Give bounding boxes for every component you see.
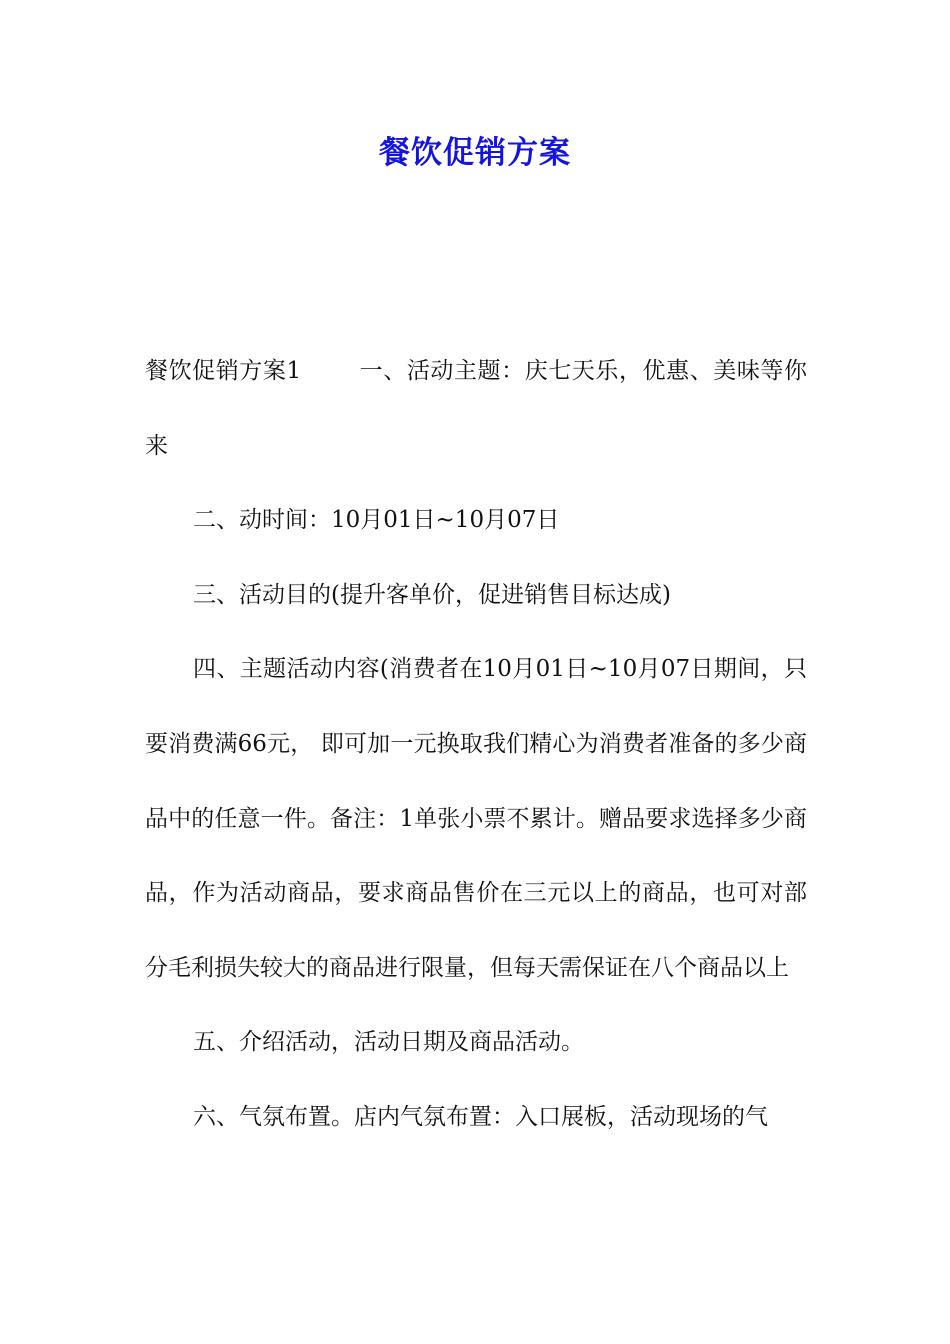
activity-theme-text: 一、活动主题：庆七天乐，优惠、美味等你来 — [145, 358, 808, 459]
section-label: 餐饮促销方案1 — [145, 358, 302, 384]
paragraph-activity-content: 四、主题活动内容(消费者在10月01日~10月07日期间，只要消费满66元， 即可加一元换取我们精心为消费者准备的多少商品中的任意一件。备注：1单张小票不累计。赠品要求选择多少商品，作为活动商品，要求商品售价在三元以上的商品，也可对部分毛利损失较大的商品进行限量，但每天需保证在八个商品以上 — [145, 656, 807, 981]
paragraph-activity-purpose: 三、活动目的(提升客单价，促进销售目标达成) — [193, 581, 671, 608]
document-body — [145, 334, 807, 1155]
lead-paragraph — [145, 334, 807, 483]
paragraph-atmosphere: 六、气氛布置。店内气氛布置：入口展板，活动现场的气 — [193, 1103, 768, 1130]
paragraph-activity-time: 二、动时间：10月01日~10月07日 — [193, 507, 560, 534]
document-title: 餐饮促销方案 — [379, 135, 571, 171]
paragraph-activity-intro: 五、介绍活动，活动日期及商品活动。 — [193, 1029, 584, 1056]
